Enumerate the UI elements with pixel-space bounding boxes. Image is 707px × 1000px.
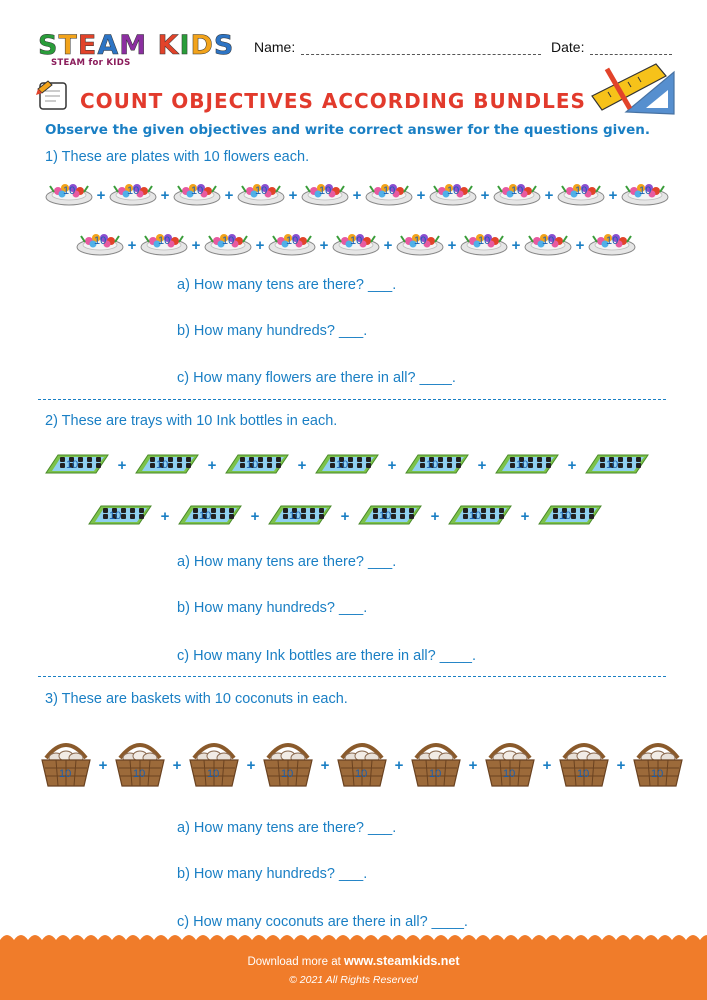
plus-sign: + [394,756,404,774]
logo-letter: I [179,30,191,61]
plus-sign: + [96,186,106,204]
tray-bundle-image [134,451,200,479]
bundle-ten-label: 10 [651,768,664,780]
question-1-sub-a: a) How many tens are there? ___. [177,277,397,293]
plus-sign: + [246,756,256,774]
bundle-ten-label: 10 [503,768,516,780]
bundle-ten-label: 10 [133,768,146,780]
footer-site-link[interactable]: www.steamkids.net [343,954,460,968]
question-1-sub-c: c) How many flowers are there in all? ____. [177,370,456,386]
plate-bundle-image [45,180,93,210]
plus-sign: + [616,756,626,774]
bundle-ten-label: 10 [59,768,72,780]
bundle-ten-label: 10 [379,510,392,522]
tray-bundle-image [44,451,110,479]
bundle-ten-label: 10 [158,235,171,247]
tray-bundle-image [87,502,153,530]
bundle-ten-label: 10 [63,185,76,197]
plate-bundle-image [396,230,444,260]
bundle-ten-label: 10 [281,768,294,780]
bundle-ten-label: 10 [575,185,588,197]
basket-bundle-image [38,738,94,792]
question-1-row-2 [76,230,636,260]
plus-sign: + [160,186,170,204]
bundle-ten-label: 10 [94,235,107,247]
plus-sign: + [98,756,108,774]
question-3-prompt: 3) These are baskets with 10 coconuts in each. [45,691,348,707]
question-1-row-1 [45,180,669,210]
plate-bundle-image [140,230,188,260]
plus-sign: + [340,507,350,525]
name-label: Name: [254,39,296,55]
plate-bundle-image [268,230,316,260]
plate-bundle-image [301,180,349,210]
logo-letter: S [213,30,235,61]
question-3-row-1 [38,738,686,792]
plus-sign: + [542,756,552,774]
bundle-ten-label: 10 [478,235,491,247]
plus-sign: + [511,236,521,254]
plus-sign: + [608,186,618,204]
plate-bundle-image [460,230,508,260]
logo-letter: S [38,30,59,61]
bundle-ten-label: 10 [255,185,268,197]
plate-bundle-image [109,180,157,210]
logo-letter: T [58,30,78,61]
logo-letter: E [77,30,98,61]
plate-bundle-image [588,230,636,260]
plus-sign: + [255,236,265,254]
tray-bundle-image [224,451,290,479]
plate-bundle-image [204,230,252,260]
logo-letter: D [190,30,214,61]
plus-sign: + [544,186,554,204]
section-divider [38,399,666,400]
bundle-ten-label: 10 [191,185,204,197]
date-label: Date: [551,39,585,55]
tray-bundle-image [537,502,603,530]
question-2-row-1 [44,451,650,479]
bundle-ten-label: 10 [156,459,169,471]
bundle-ten-label: 10 [606,459,619,471]
worksheet-pencil-icon [34,79,74,111]
plus-sign: + [520,507,530,525]
bundle-ten-label: 10 [469,510,482,522]
plus-sign: + [387,456,397,474]
plus-sign: + [575,236,585,254]
bundle-ten-label: 10 [355,768,368,780]
tray-bundle-image [494,451,560,479]
basket-bundle-image [112,738,168,792]
plus-sign: + [480,186,490,204]
bundle-ten-label: 10 [109,510,122,522]
bundle-ten-label: 10 [207,768,220,780]
tray-bundle-image [314,451,380,479]
plus-sign: + [117,456,127,474]
plus-sign: + [383,236,393,254]
question-2-sub-a: a) How many tens are there? ___. [177,554,397,570]
plus-sign: + [191,236,201,254]
plus-sign: + [288,186,298,204]
plus-sign: + [416,186,426,204]
basket-bundle-image [334,738,390,792]
basket-bundle-image [260,738,316,792]
basket-bundle-image [630,738,686,792]
question-2-row-2 [87,502,603,530]
plate-bundle-image [524,230,572,260]
logo-letter: K [157,30,180,61]
steam-kids-logo [38,30,238,70]
plus-sign: + [468,756,478,774]
basket-bundle-image [186,738,242,792]
logo-letter: M [119,30,148,61]
basket-bundle-image [556,738,612,792]
basket-bundle-image [482,738,538,792]
basket-bundle-image [408,738,464,792]
footer-copyright: © 2021 All Rights Reserved [289,974,418,986]
logo-letter: A [97,30,120,61]
tray-bundle-image [584,451,650,479]
plate-bundle-image [76,230,124,260]
ruler-set-square-icon [586,62,678,118]
question-2-sub-c: c) How many Ink bottles are there in all? ____. [177,648,477,664]
bundle-ten-label: 10 [559,510,572,522]
date-field[interactable] [590,54,672,55]
question-3-sub-a: a) How many tens are there? ___. [177,820,397,836]
plus-sign: + [352,186,362,204]
bundle-ten-label: 10 [542,235,555,247]
question-2-prompt: 2) These are trays with 10 Ink bottles in each. [45,413,338,429]
plus-sign: + [250,507,260,525]
instructions: Observe the given objectives and write correct answer for the questions given. [45,122,650,138]
bundle-ten-label: 10 [639,185,652,197]
question-1-prompt: 1) These are plates with 10 flowers each. [45,149,310,165]
footer-download-text: Download more at [247,956,341,968]
worksheet-title: COUNT OBJECTIVES ACCORDING BUNDLES [80,89,586,113]
question-1-sub-b: b) How many hundreds? ___. [177,323,368,339]
bundle-ten-label: 10 [246,459,259,471]
plus-sign: + [320,756,330,774]
logo-subtitle: STEAM for KIDS [51,58,131,68]
bundle-ten-label: 10 [289,510,302,522]
plus-sign: + [447,236,457,254]
plate-bundle-image [173,180,221,210]
bundle-ten-label: 10 [447,185,460,197]
plus-sign: + [319,236,329,254]
tray-bundle-image [177,502,243,530]
bundle-ten-label: 10 [66,459,79,471]
bundle-ten-label: 10 [350,235,363,247]
plus-sign: + [127,236,137,254]
plus-sign: + [207,456,217,474]
name-field[interactable] [301,54,541,55]
bundle-ten-label: 10 [222,235,235,247]
question-3-sub-c: c) How many coconuts are there in all? ____. [177,914,468,930]
plate-bundle-image [237,180,285,210]
plus-sign: + [567,456,577,474]
tray-bundle-image [404,451,470,479]
tray-bundle-image [447,502,513,530]
question-3-sub-b: b) How many hundreds? ___. [177,866,368,882]
logo-wordmark [38,30,234,61]
question-2-sub-b: b) How many hundreds? ___. [177,600,368,616]
footer-download [0,954,707,968]
bundle-ten-label: 10 [606,235,619,247]
bundle-ten-label: 10 [319,185,332,197]
bundle-ten-label: 10 [426,459,439,471]
bundle-ten-label: 10 [286,235,299,247]
bundle-ten-label: 10 [516,459,529,471]
bundle-ten-label: 10 [511,185,524,197]
bundle-ten-label: 10 [414,235,427,247]
plate-bundle-image [493,180,541,210]
logo-letter [147,30,157,61]
plate-bundle-image [557,180,605,210]
plate-bundle-image [621,180,669,210]
plus-sign: + [160,507,170,525]
section-divider [38,676,666,677]
plus-sign: + [430,507,440,525]
tray-bundle-image [267,502,333,530]
plus-sign: + [297,456,307,474]
plate-bundle-image [365,180,413,210]
bundle-ten-label: 10 [577,768,590,780]
plus-sign: + [172,756,182,774]
bundle-ten-label: 10 [336,459,349,471]
tray-bundle-image [357,502,423,530]
plus-sign: + [477,456,487,474]
plate-bundle-image [429,180,477,210]
bundle-ten-label: 10 [383,185,396,197]
bundle-ten-label: 10 [127,185,140,197]
plate-bundle-image [332,230,380,260]
bundle-ten-label: 10 [429,768,442,780]
bundle-ten-label: 10 [199,510,212,522]
plus-sign: + [224,186,234,204]
footer-band [0,940,707,1000]
